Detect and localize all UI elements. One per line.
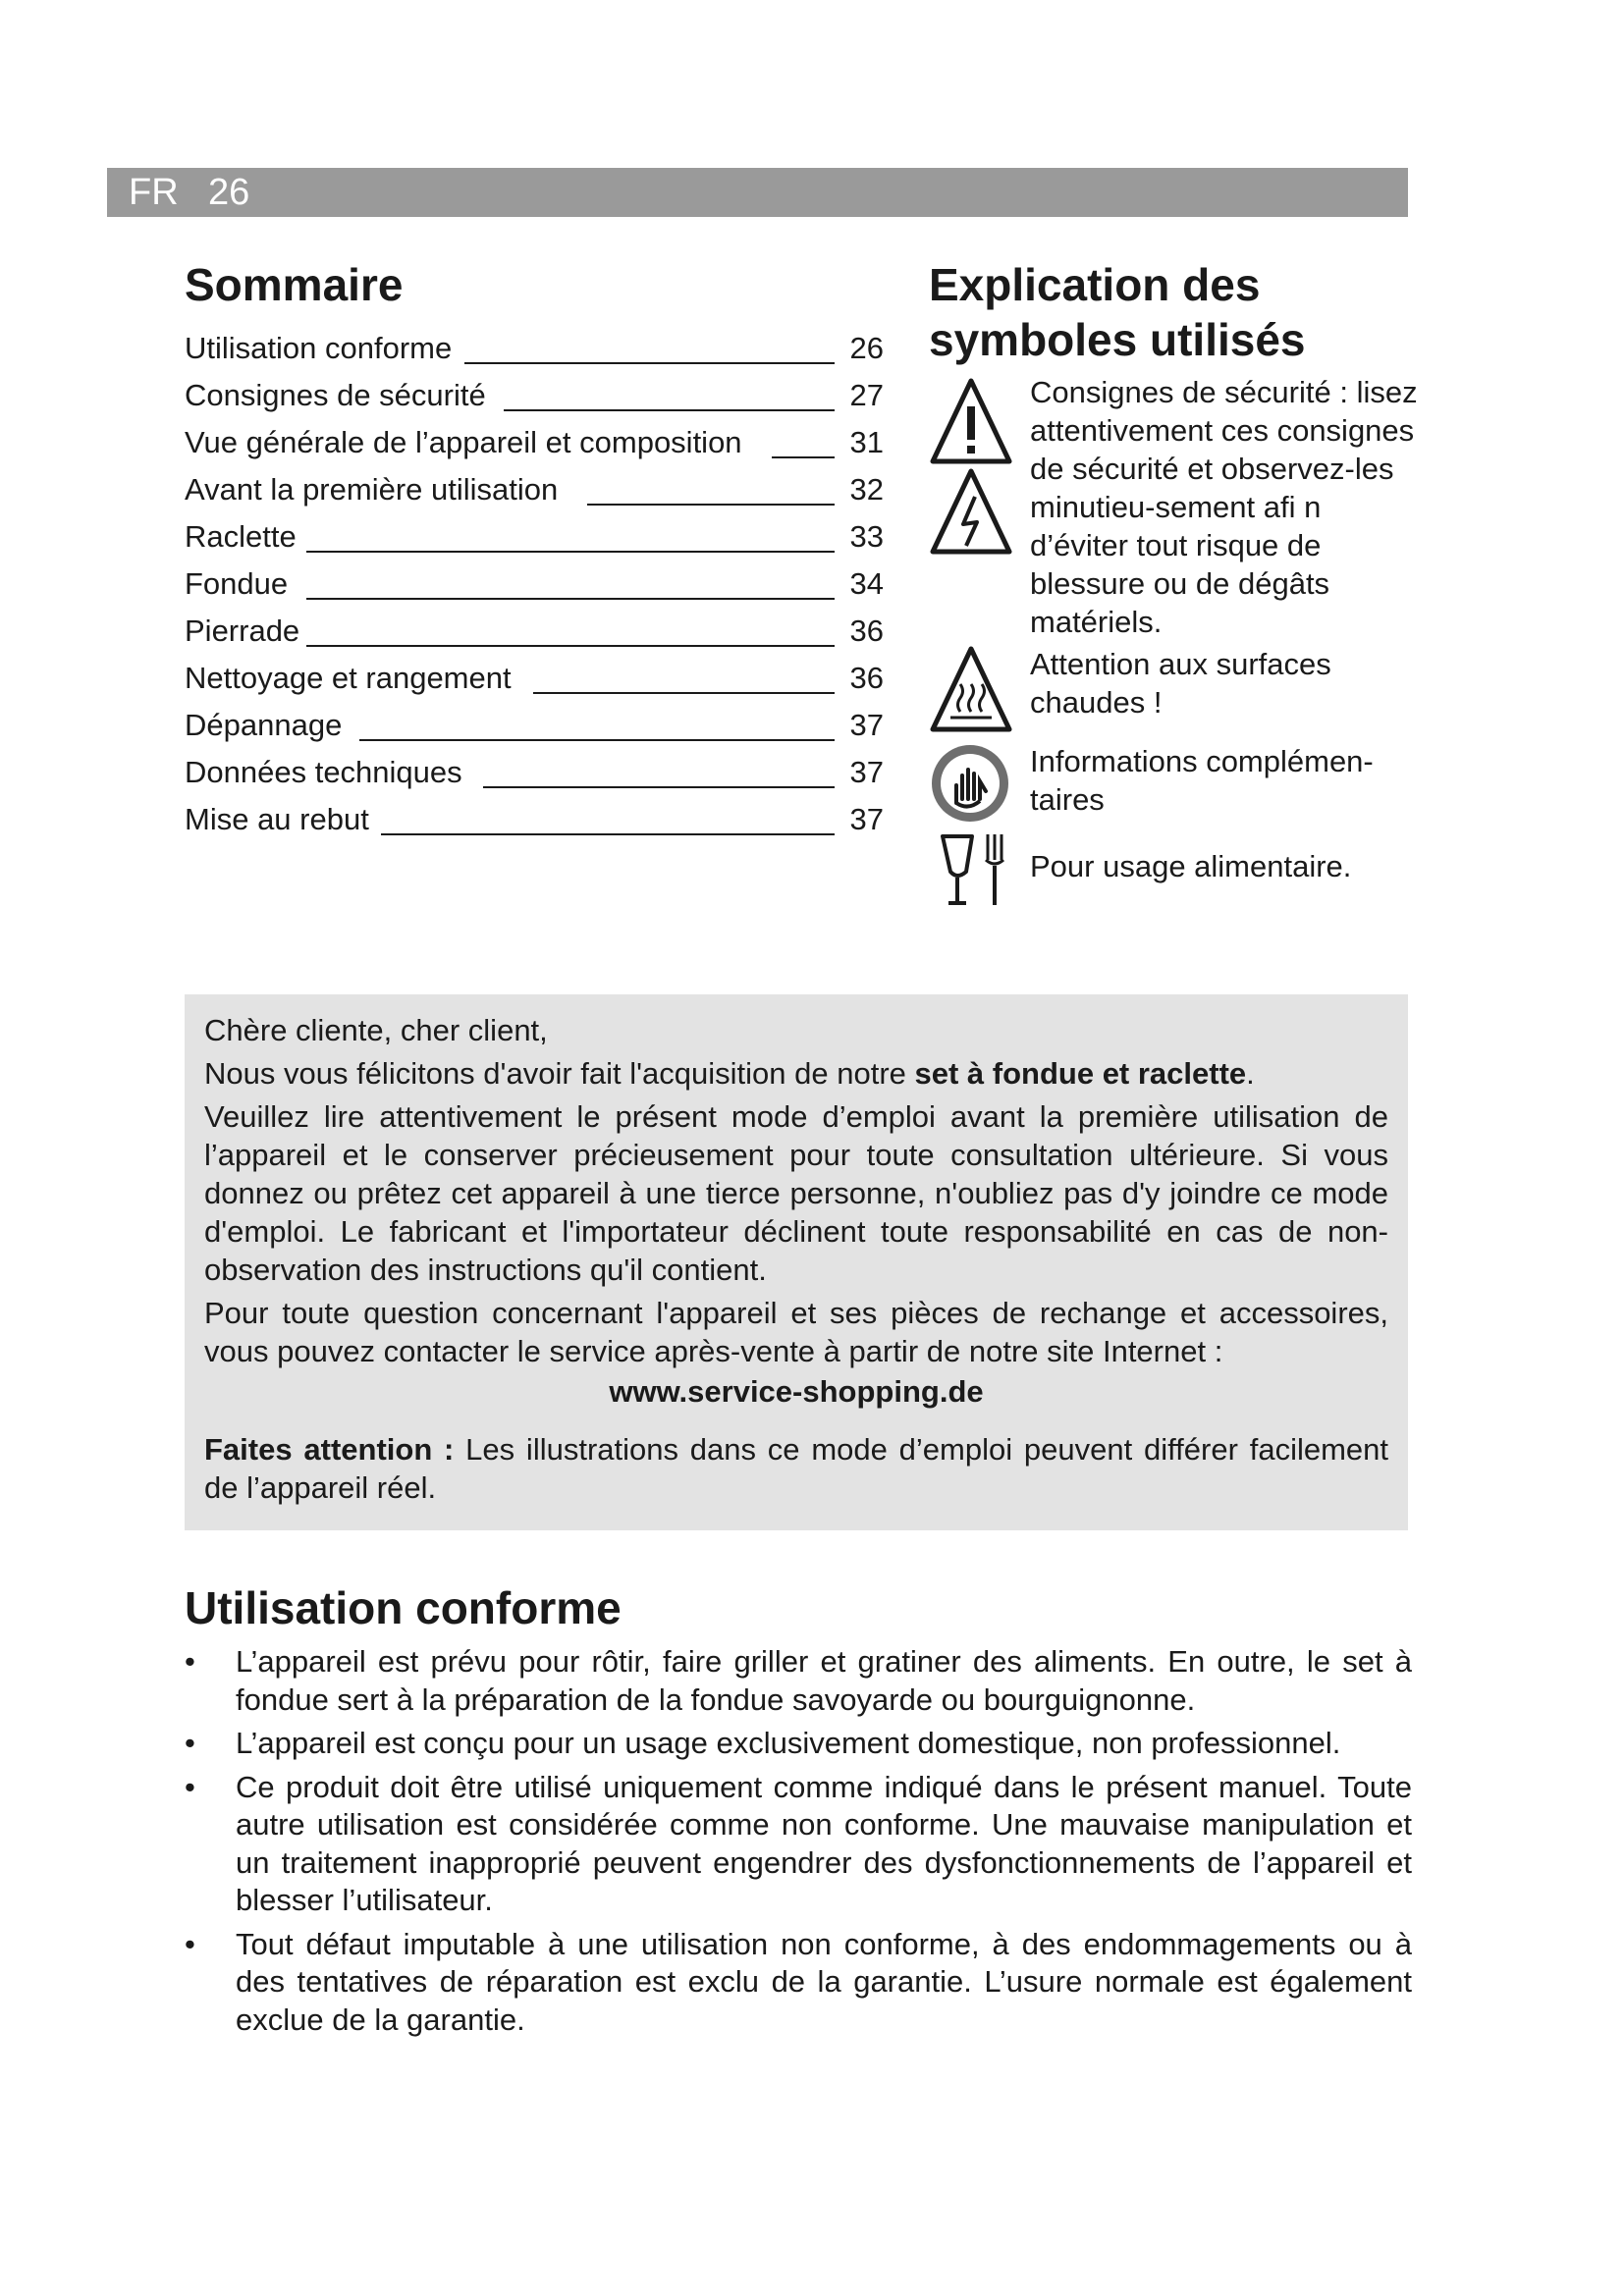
congratulations-line <box>204 1054 1388 1093</box>
toc-leader-line <box>483 786 835 788</box>
toc-item-label: Pierrade <box>185 614 300 648</box>
symbols-title <box>929 257 1400 367</box>
symbol-food-safe <box>929 830 1420 909</box>
greeting: Chère cliente, cher client, <box>204 1013 548 1047</box>
symbols-title-line2: symboles utilisés <box>929 314 1306 365</box>
toc-item <box>185 327 884 374</box>
toc-item-page: 27 <box>849 378 884 412</box>
toc-item-page: 34 <box>849 566 884 601</box>
product-name: set à fondue et raclette <box>914 1056 1247 1091</box>
symbols-title-line1: Explication des <box>929 259 1261 310</box>
toc-title: Sommaire <box>185 259 404 310</box>
language-code: FR <box>129 172 179 213</box>
attention-paragraph <box>204 1430 1388 1507</box>
toc-leader-line <box>381 833 835 835</box>
toc-item <box>185 610 884 657</box>
toc-item-page: 32 <box>849 472 884 507</box>
food-safe-description: Pour usage alimentaire. <box>1030 849 1352 883</box>
info-hand-icon <box>929 742 1011 825</box>
electric-hazard-icon <box>929 467 1013 560</box>
toc-leader-line <box>306 551 835 553</box>
toc-item-label: Dépannage <box>185 708 343 742</box>
toc-item-page: 37 <box>849 802 884 836</box>
toc-leader-line <box>464 362 835 364</box>
list-item: • Tout défaut imputable à une utilisation non conforme, à des endommagements ou à des tentatives de réparation est exclu de la garantie. L’usure normale est également exclue de la garantie. <box>185 1926 1412 2040</box>
read-instructions-paragraph: Veuillez lire attentivement le présent mode d’emploi avant la première utilisation de l’appareil et le conserver précieusement pour toute consultation ultérieure. Si vous donnez ou prêtez cet appareil à une tierce personne, n'oubliez pas d'y joindre ce mode d'emploi. Le fabricant et l'importateur déclinent toute responsabilité en cas de non-observation des instructions qu'il contient. <box>204 1099 1388 1287</box>
toc-item <box>185 515 884 562</box>
information-description: Informations complémen-taires <box>1030 744 1374 817</box>
toc-item <box>185 468 884 515</box>
toc-leader-line <box>504 409 835 411</box>
toc-item-label: Utilisation conforme <box>185 331 453 365</box>
toc-item-page: 33 <box>849 519 884 554</box>
toc-item <box>185 751 884 798</box>
toc-item <box>185 421 884 468</box>
toc-item-label: Données techniques <box>185 755 462 789</box>
symbol-safety <box>929 373 1420 639</box>
intended-use-list <box>185 1643 1412 2045</box>
attention-text: Les illustrations dans ce mode d’emploi peuvent différer facilement de l’appareil réel. <box>204 1432 1388 1505</box>
toc-item-label: Mise au rebut <box>185 802 369 836</box>
toc-item-label: Consignes de sécurité <box>185 378 486 412</box>
list-item: • Ce produit doit être utilisé uniquement comme indiqué dans le présent manuel. Toute autre utilisation est considérée comme non conforme. Une mauvaise manipulation et un traitement inapproprié peuvent engendrer des dysfonctionnements de l’appareil et blesser l’utilisateur. <box>185 1769 1412 1920</box>
page-number: 26 <box>208 172 250 213</box>
attention-label: Faites attention : <box>204 1432 455 1467</box>
toc-item <box>185 562 884 610</box>
toc-item-label: Avant la première utilisation <box>185 472 559 507</box>
toc-item-page: 37 <box>849 755 884 789</box>
list-item: • L’appareil est prévu pour rôtir, faire griller et gratiner des aliments. En outre, le set à fondue sert à la préparation de la fondue savoyarde ou bourguignonne. <box>185 1643 1412 1719</box>
hot-surface-description: Attention aux surfaces chaudes ! <box>1030 647 1331 720</box>
congratulations-text: Nous vous félicitons d'avoir fait l'acquisition de notre <box>204 1056 915 1091</box>
hot-surface-icon <box>929 645 1013 737</box>
toc-item-label: Nettoyage et rangement <box>185 661 512 695</box>
toc-leader-line <box>587 504 835 506</box>
toc-item-page: 26 <box>849 331 884 365</box>
toc-leader-line <box>306 598 835 600</box>
toc-item-page: 31 <box>849 425 884 459</box>
warning-triangle-icon <box>929 377 1013 469</box>
toc-item <box>185 374 884 421</box>
toc-item-page: 37 <box>849 708 884 742</box>
food-safe-icon <box>939 830 1009 909</box>
service-website-link[interactable]: www.service-shopping.de <box>609 1374 984 1409</box>
congratulations-end: . <box>1246 1056 1255 1091</box>
toc-leader-line <box>359 739 835 741</box>
toc-item-page: 36 <box>849 614 884 648</box>
safety-symbol-description: Consignes de sécurité : lisez attentivement ces consignes de sécurité et observez-les minutieu-sement afi n d’éviter tout risque de blessure ou de dégâts matériels. <box>1030 375 1418 639</box>
table-of-contents <box>185 327 884 845</box>
symbol-information <box>929 742 1420 826</box>
toc-leader-line <box>306 645 835 647</box>
contact-paragraph: Pour toute question concernant l'appareil et ses pièces de rechange et accessoires, vous pouvez contacter le service après-vente à partir de notre site Internet : <box>204 1296 1388 1368</box>
symbol-hot-surface <box>929 645 1420 733</box>
welcome-notice-box <box>185 994 1408 1530</box>
toc-item <box>185 798 884 845</box>
list-item: • L’appareil est conçu pour un usage exclusivement domestique, non professionnel. <box>185 1725 1412 1763</box>
toc-item <box>185 704 884 751</box>
toc-item-page: 36 <box>849 661 884 695</box>
toc-leader-line <box>533 692 835 694</box>
page-header-bar <box>107 168 1408 217</box>
intended-use-title: Utilisation conforme <box>185 1582 622 1633</box>
toc-item-label: Fondue <box>185 566 289 601</box>
toc-item <box>185 657 884 704</box>
toc-item-label: Raclette <box>185 519 297 554</box>
toc-leader-line <box>772 456 835 458</box>
toc-item-label: Vue générale de l’appareil et composition <box>185 425 742 459</box>
